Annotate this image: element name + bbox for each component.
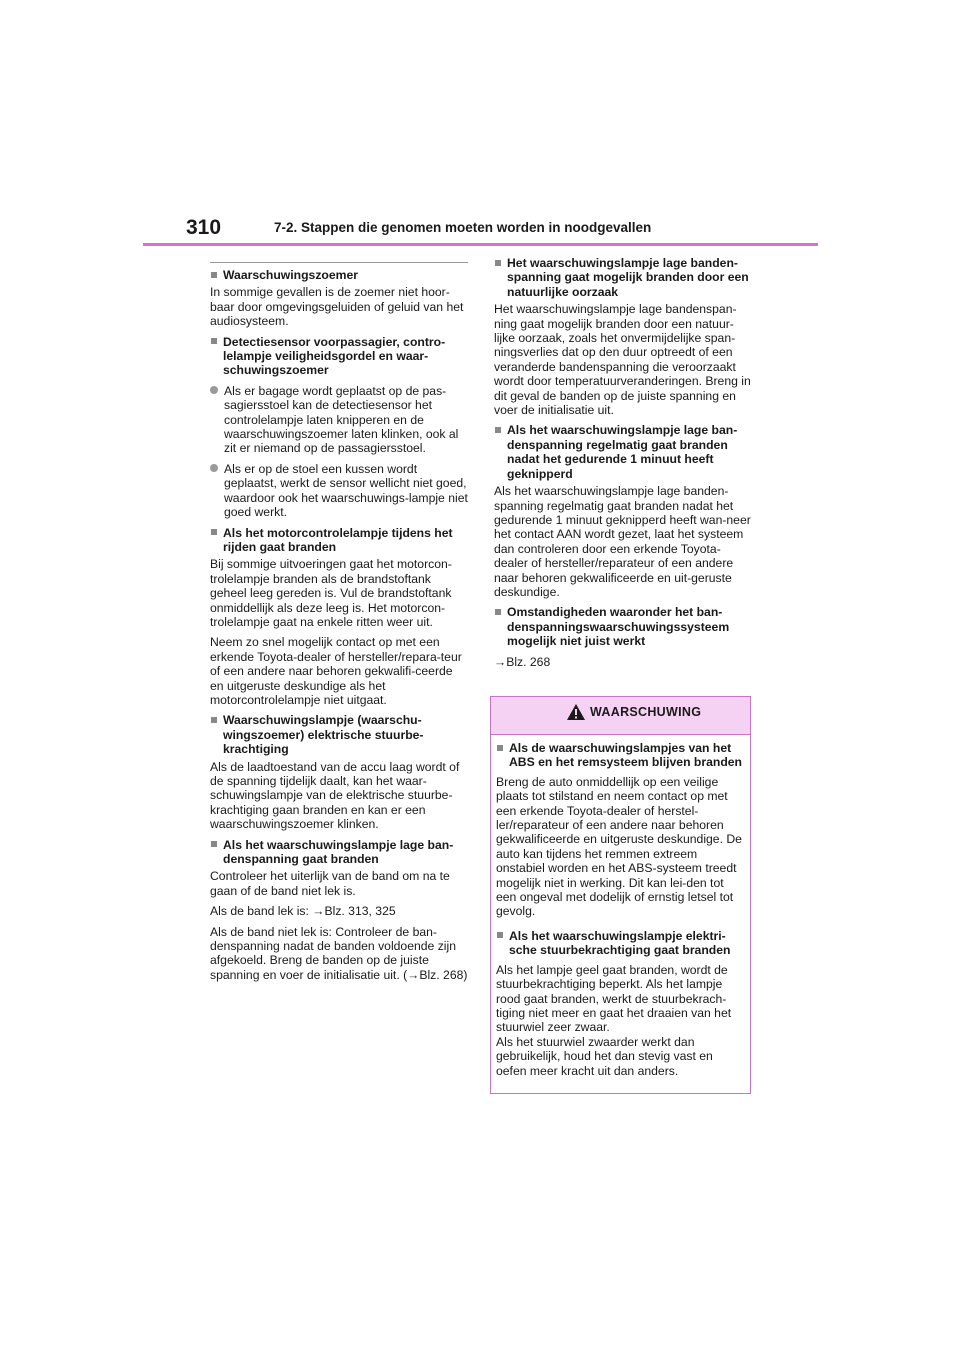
section-heading: Detectiesensor voorpassagier, contro-lelampje veiligheidsgordel en waar-schuwingszoemer [210, 335, 468, 378]
warning-header [491, 697, 750, 735]
section-tire-pressure [210, 838, 468, 983]
circle-bullet-icon [210, 386, 218, 394]
square-bullet-icon [495, 609, 501, 615]
page-number: 310 [186, 216, 222, 239]
section-heading: Als het waarschuwingslampje elektri-sche stuurbekrachtiging gaat branden [496, 929, 744, 958]
paragraph: Breng de auto onmiddellijk op een veilige plaats tot stilstand en neem contact op met een erkende Toyota-dealer of herstel-ler/reparateur of een andere naar behoren gekwalificeerde en uitgeruste deskundige. De auto kan tijdens het remmen extreem onstabiel worden en het ABS-systeem treedt mogelijk niet in werking. Dit kan lei-den tot een ongeval met dodelijk of ernstig letsel tot gevolg. [496, 774, 742, 919]
section-engine-light [210, 526, 468, 708]
right-column [494, 256, 752, 675]
warning-section-steering [496, 929, 744, 1078]
section-natural-cause [494, 256, 752, 417]
section-power-steering [210, 713, 468, 831]
section-system-conditions [494, 605, 752, 669]
paragraph: Controleer het uiterlijk van de band om na te gaan of de band niet lek is. [210, 869, 450, 898]
section-heading: Als de waarschuwingslampjes van het ABS en het remsysteem blijven branden [496, 741, 744, 770]
section-heading: Waarschuwingszoemer [210, 268, 468, 282]
section-regular-light [494, 423, 752, 599]
list-item: Als er op de stoel een kussen wordt geplaatst, werkt de sensor wellicht niet goed, waardoor ook het waarschuwings-lampje niet goed werkt. [210, 462, 468, 520]
warning-section-abs [496, 741, 744, 919]
square-bullet-icon [495, 427, 501, 433]
section-heading: Als het waarschuwingslampje lage ban-denspanning gaat branden [210, 838, 468, 867]
paragraph: Het waarschuwingslampje lage bandenspan-ning gaat mogelijk branden door een natuur-lijke oorzaak, zoals het onvermijdelijke span-ningsverlies dat op den duur optreedt of een veranderde bandenspanning die veroorzaakt wordt door temperatuurveranderingen. Breng in dit geval de banden op de juiste spanning en voer de initialisatie uit. [494, 302, 751, 418]
paragraph: Als de band niet lek is: Controleer de ban-denspanning nadat de banden voldoende zijn afgekoeld. Breng de banden op de juiste spanning en voer de initialisatie uit. (→Blz. 268) [210, 924, 468, 982]
section-heading: Waarschuwingslampje (waarschu-wingszoemer) elektrische stuurbe-krachtiging [210, 713, 468, 756]
square-bullet-icon [497, 745, 503, 751]
warning-triangle-icon [566, 703, 586, 721]
section-title: 7-2. Stappen die genomen moeten worden in noodgevallen [274, 220, 652, 235]
page-header [143, 214, 818, 246]
circle-bullet-icon [210, 464, 218, 472]
section-heading: Omstandigheden waaronder het ban-denspanningswaarschuwingssysteem mogelijk niet juist werkt [494, 605, 752, 648]
square-bullet-icon [211, 717, 217, 723]
section-heading: Als het waarschuwingslampje lage ban-denspanning regelmatig gaat branden nadat het gedurende 1 minuut heeft geknipperd [494, 423, 752, 481]
square-bullet-icon [495, 260, 501, 266]
warning-title: WAARSCHUWING [590, 705, 702, 719]
square-bullet-icon [211, 841, 217, 847]
left-column [210, 262, 468, 988]
list-item: Als er bagage wordt geplaatst op de pas-sagiersstoel kan de detectiesensor het controlelampje laten knipperen en de waarschuwingszoemer laten klinken, ook al zit er niemand op de passagiersstoel. [210, 384, 468, 456]
square-bullet-icon [211, 529, 217, 535]
page-reference: Als de band lek is: →Blz. 313, 325 [210, 904, 396, 919]
section-heading: Het waarschuwingslampje lage banden-spanning gaat mogelijk branden door een natuurlijke oorzaak [494, 256, 752, 299]
paragraph: Neem zo snel mogelijk contact op met een erkende Toyota-dealer of hersteller/repara-teur of een andere naar behoren gekwalifi-ceerde en uitgeruste deskundige als het motorcontrolelampje niet uitgaat. [210, 635, 462, 707]
square-bullet-icon [497, 932, 503, 938]
section-passenger-sensor [210, 335, 468, 520]
header-divider [143, 243, 818, 246]
page-reference: →Blz. 268 [494, 654, 551, 669]
square-bullet-icon [211, 338, 217, 344]
paragraph: In sommige gevallen is de zoemer niet hoor-baar door omgevingsgeluiden of geluid van het audiosysteem. [210, 285, 464, 329]
paragraph: Als de laadtoestand van de accu laag wordt of de spanning tijdelijk daalt, kan het waar-schuwingslampje van de elektrische stuurbe-krachtiging gaan branden en kan er een waarschuwingszoemer klinken. [210, 759, 460, 832]
section-heading: Als het motorcontrolelampje tijdens het rijden gaat branden [210, 526, 468, 555]
paragraph: Bij sommige uitvoeringen gaat het motorcon-trolelampje branden als de brandstoftank geheel leeg gereden is. Vul de brandstoftank onmiddellijk als deze leeg is. Het motorcon-trolelampje gaat na enkele ritten weer uit. [210, 557, 452, 629]
paragraph: Als het stuurwiel zwaarder werkt dan gebruikelijk, houd het dan stevig vast en oefen meer kracht uit dan anders. [496, 1034, 713, 1078]
square-bullet-icon [211, 272, 217, 278]
warning-box [490, 696, 751, 1094]
paragraph: Als het lampje geel gaat branden, wordt de stuurbekrachtiging beperkt. Als het lampje rood gaat branden, werkt de stuurbekrach-tiging niet meer en gaat het draaien van het stuurwiel zeer zwaar. [496, 962, 732, 1035]
section-warning-buzzer [210, 268, 468, 329]
paragraph: Als het waarschuwingslampje lage banden-spanning regelmatig gaat branden nadat het gedurende 1 minuut geknipperd heeft wan-neer het contact AAN wordt gezet, laat het systeem dan controleren door een erkende Toyota-dealer of hersteller/reparateur of een andere naar behoren gekwalificeerde en uit-geruste deskundige. [494, 484, 751, 599]
column-divider [210, 262, 468, 263]
warning-body [491, 735, 750, 1078]
